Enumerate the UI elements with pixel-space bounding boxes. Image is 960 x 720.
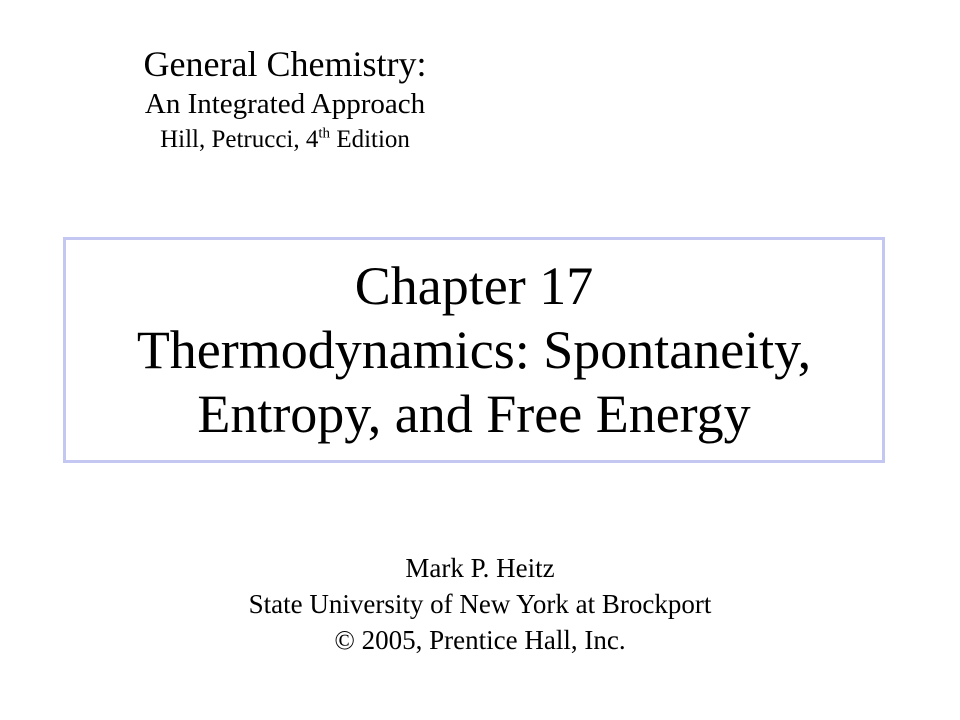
presenter-name: Mark P. Heitz [405,553,555,583]
chapter-title-box [63,237,885,463]
chapter-title-line-2: Entropy, and Free Energy [197,384,751,444]
edition-label: Edition [330,126,410,153]
presenter-institution: State University of New York at Brockport [248,589,712,619]
authors-prefix: Hill, Petrucci, 4 [160,126,319,153]
book-title: General Chemistry: [143,44,427,84]
book-authors-edition [0,122,570,158]
chapter-number: Chapter 17 [354,256,594,316]
edition-ordinal-suffix: th [318,125,331,142]
book-header [0,42,570,158]
copyright-notice: © 2005, Prentice Hall, Inc. [334,625,626,655]
book-subtitle: An Integrated Approach [144,88,426,120]
chapter-title-line-1: Thermodynamics: Spontaneity, [136,320,812,380]
presenter-block [0,550,960,658]
